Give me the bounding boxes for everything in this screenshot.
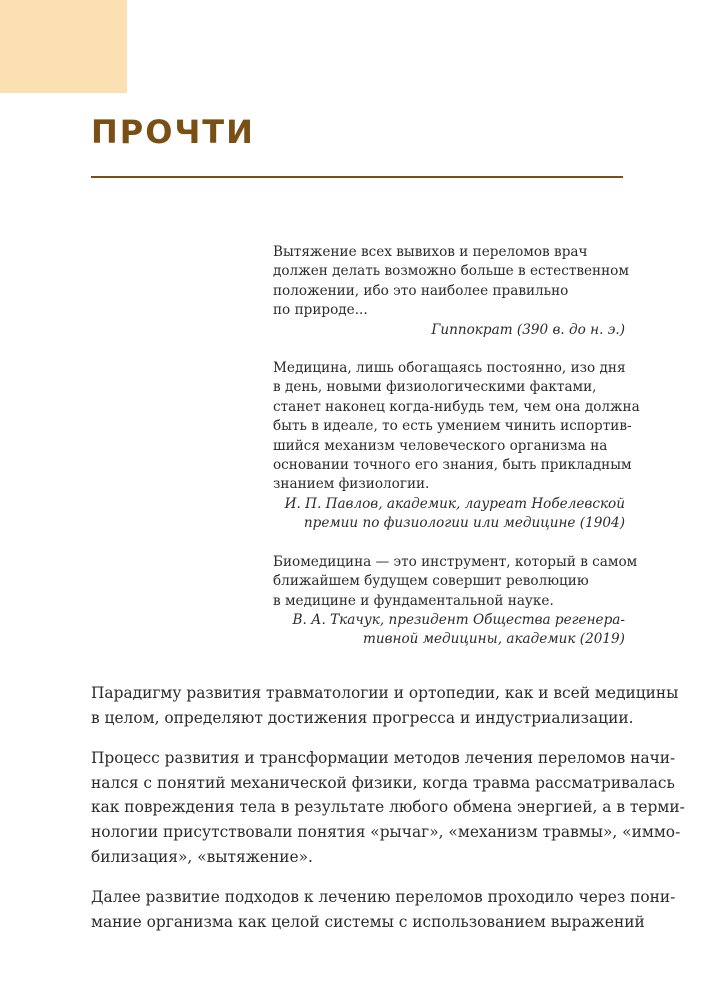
epigraphs (273, 243, 640, 669)
epigraph-line: знанием физиологии. (273, 476, 430, 493)
epigraph-hippocrates (273, 243, 629, 340)
section-title: ПРОЧТИ (91, 113, 255, 151)
epigraph-line: ближайшем будущем совершит революцию (273, 573, 589, 590)
paragraph (91, 885, 676, 934)
epigraph-line: в день, новыми физиологическими фактами, (273, 379, 597, 396)
epigraph-tkachuk (273, 553, 638, 650)
epigraph-attribution: И. П. Павлов, академик, лауреат Нобелевской (284, 495, 625, 512)
title-divider (91, 176, 623, 178)
epigraph-line: Биомедицина — это инструмент, который в самом (273, 553, 638, 570)
epigraph-line: по природе... (273, 302, 368, 319)
epigraph-attribution: Гиппократ (390 в. до н. э.) (431, 321, 625, 338)
epigraph-attribution: В. А. Ткачук, президент Общества регенера- (292, 611, 625, 628)
epigraph-line: Медицина, лишь обогащаясь постоянно, изо дня (273, 360, 626, 377)
epigraph-line: Вытяжение всех вывихов и переломов врач (273, 244, 588, 260)
paragraph-line: как повреждения тела в результате любого обмена энергией, а в терми- (91, 798, 685, 817)
epigraph-line: быть в идеале, то есть умением чинить испортив- (273, 418, 632, 435)
paragraph-line: Процесс развития и трансформации методов лечения переломов начи- (91, 749, 676, 768)
body-text (91, 681, 685, 950)
corner-decoration (0, 0, 127, 93)
paragraph-line: в целом, определяют достижения прогресса и индустриализации. (91, 708, 634, 727)
epigraph-line: в медицине и фундаментальной науке. (273, 592, 554, 609)
paragraph-line: мание организма как целой системы с использованием выражений (91, 912, 645, 931)
epigraph-line: шийся механизм человеческого организма на (273, 437, 608, 454)
paragraph-line: нологии присутствовали понятия «рычаг», «механизм травмы», «иммо- (91, 822, 681, 841)
epigraph-attribution: премии по физиологии или медицине (1904) (303, 515, 625, 532)
epigraph-attribution: тивной медицины, академик (2019) (362, 631, 625, 648)
paragraph (91, 746, 685, 869)
paragraph-line: билизация», «вытяжение». (91, 847, 313, 866)
epigraph-line: станет наконец когда-нибудь тем, чем она должна (273, 398, 640, 415)
paragraph-line: Далее развитие подходов к лечению переломов проходило через пони- (91, 888, 676, 907)
paragraph-line: нался с понятий механической физики, когда травма рассматривалась (91, 773, 675, 792)
epigraph-line: основании точного его знания, быть прикладным (273, 457, 632, 474)
epigraph-pavlov (273, 359, 640, 534)
paragraph (91, 681, 679, 730)
paragraph-line: Парадигму развития травматологии и ортопедии, как и всей медицины (91, 684, 679, 702)
epigraph-line: должен делать возможно больше в естественном (273, 263, 629, 280)
epigraph-line: положении, ибо это наиболее правильно (273, 282, 569, 299)
